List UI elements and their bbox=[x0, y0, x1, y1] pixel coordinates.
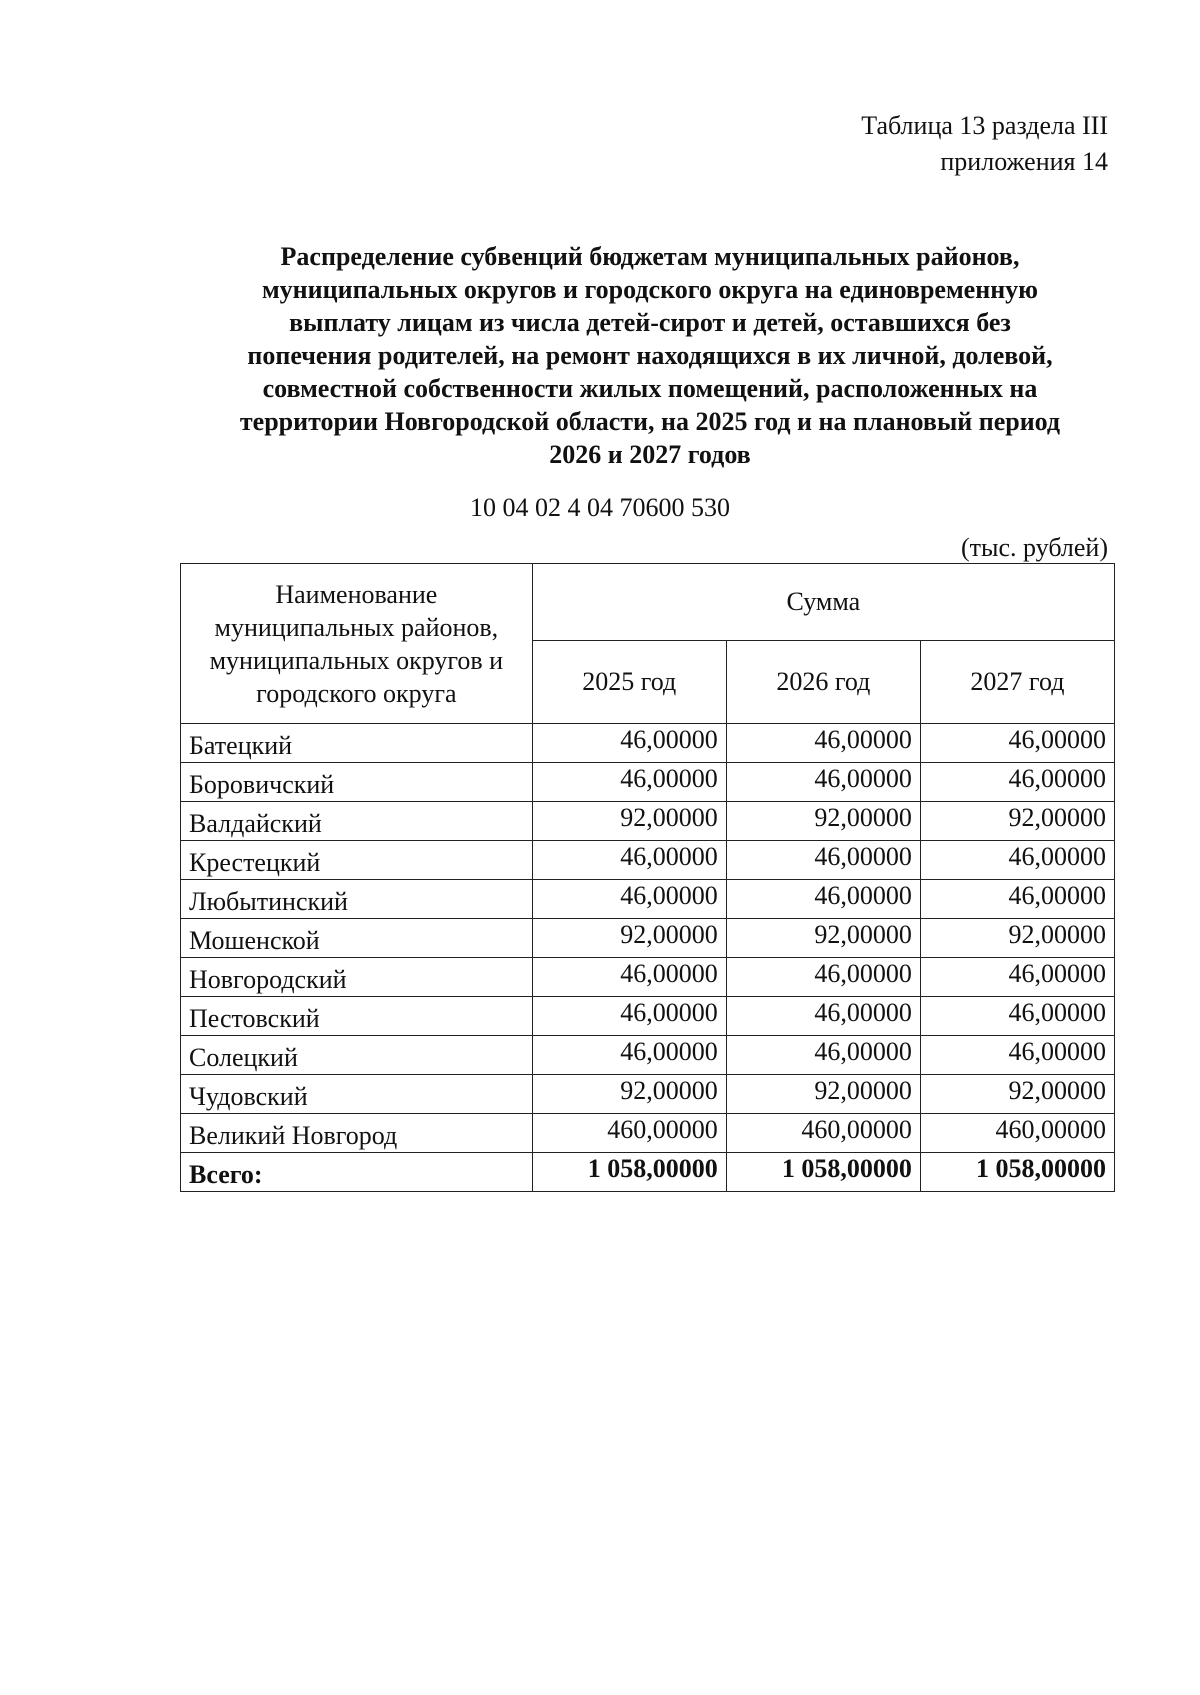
row-value-2026: 460,00000 bbox=[726, 1114, 920, 1153]
row-name: Валдайский bbox=[181, 802, 533, 841]
title-line: территории Новгородской области, на 2025 год и на плановый период bbox=[239, 407, 1061, 436]
units-label: (тыс. рублей) bbox=[960, 533, 1108, 562]
row-value-2027: 92,00000 bbox=[920, 802, 1114, 841]
appendix-reference-line-2: приложения 14 bbox=[940, 147, 1108, 176]
table-row bbox=[181, 919, 1115, 958]
table-row bbox=[181, 841, 1115, 880]
row-value-2025: 92,00000 bbox=[532, 919, 726, 958]
row-value-2025: 46,00000 bbox=[532, 724, 726, 763]
budget-classification-code: 10 04 02 4 04 70600 530 bbox=[470, 493, 730, 522]
title-line: попечения родителей, на ремонт находящихся в их личной, долевой, bbox=[247, 341, 1053, 370]
title-line: Распределение субвенций бюджетам муниципальных районов, bbox=[280, 242, 1020, 271]
row-value-2027: 46,00000 bbox=[920, 880, 1114, 919]
column-header-name: Наименование муниципальных районов, муниципальных округов и городского округа bbox=[181, 564, 533, 724]
table-row bbox=[181, 880, 1115, 919]
row-value-2026: 46,00000 bbox=[726, 958, 920, 997]
column-header-2027: 2027 год bbox=[920, 641, 1114, 724]
table-row bbox=[181, 1075, 1115, 1114]
table-header-row bbox=[181, 564, 1115, 641]
column-header-2025: 2025 год bbox=[532, 641, 726, 724]
title-line: выплату лицам из числа детей-сирот и детей, оставшихся без bbox=[289, 308, 1011, 337]
table-row bbox=[181, 1114, 1115, 1153]
table-row bbox=[181, 802, 1115, 841]
row-name: Пестовский bbox=[181, 997, 533, 1036]
table-row bbox=[181, 724, 1115, 763]
row-value-2027: 46,00000 bbox=[920, 958, 1114, 997]
total-value-2025: 1 058,00000 bbox=[532, 1153, 726, 1192]
row-value-2027: 46,00000 bbox=[920, 841, 1114, 880]
row-value-2025: 46,00000 bbox=[532, 763, 726, 802]
row-value-2025: 92,00000 bbox=[532, 802, 726, 841]
row-value-2025: 46,00000 bbox=[532, 880, 726, 919]
subvention-table bbox=[180, 563, 1115, 1192]
row-value-2027: 46,00000 bbox=[920, 997, 1114, 1036]
row-value-2025: 46,00000 bbox=[532, 1036, 726, 1075]
row-value-2027: 460,00000 bbox=[920, 1114, 1114, 1153]
row-value-2025: 46,00000 bbox=[532, 997, 726, 1036]
row-value-2025: 460,00000 bbox=[532, 1114, 726, 1153]
appendix-reference bbox=[861, 108, 1108, 180]
row-value-2027: 46,00000 bbox=[920, 763, 1114, 802]
title-line: совместной собственности жилых помещений, расположенных на bbox=[262, 374, 1038, 403]
row-name: Крестецкий bbox=[181, 841, 533, 880]
table-row bbox=[181, 1036, 1115, 1075]
row-name: Мошенской bbox=[181, 919, 533, 958]
row-value-2025: 46,00000 bbox=[532, 841, 726, 880]
row-value-2025: 46,00000 bbox=[532, 958, 726, 997]
title-line: муниципальных округов и городского округа на единовременную bbox=[261, 275, 1039, 304]
row-value-2026: 46,00000 bbox=[726, 997, 920, 1036]
row-value-2025: 92,00000 bbox=[532, 1075, 726, 1114]
row-value-2027: 92,00000 bbox=[920, 919, 1114, 958]
row-value-2026: 46,00000 bbox=[726, 724, 920, 763]
row-value-2027: 46,00000 bbox=[920, 1036, 1114, 1075]
row-name: Боровичский bbox=[181, 763, 533, 802]
row-name: Батецкий bbox=[181, 724, 533, 763]
row-value-2026: 92,00000 bbox=[726, 1075, 920, 1114]
column-header-sum: Сумма bbox=[532, 564, 1114, 641]
table-total-row bbox=[181, 1153, 1115, 1192]
row-value-2026: 46,00000 bbox=[726, 1036, 920, 1075]
row-name: Новгородский bbox=[181, 958, 533, 997]
row-value-2026: 46,00000 bbox=[726, 841, 920, 880]
total-value-2027: 1 058,00000 bbox=[920, 1153, 1114, 1192]
document-title bbox=[180, 240, 1120, 471]
row-value-2027: 92,00000 bbox=[920, 1075, 1114, 1114]
table-row bbox=[181, 763, 1115, 802]
row-value-2026: 46,00000 bbox=[726, 880, 920, 919]
row-value-2026: 46,00000 bbox=[726, 763, 920, 802]
row-value-2026: 92,00000 bbox=[726, 919, 920, 958]
title-line: 2026 и 2027 годов bbox=[549, 440, 751, 469]
row-name: Любытинский bbox=[181, 880, 533, 919]
table-row bbox=[181, 958, 1115, 997]
total-label: Всего: bbox=[181, 1153, 533, 1192]
row-name: Великий Новгород bbox=[181, 1114, 533, 1153]
total-value-2026: 1 058,00000 bbox=[726, 1153, 920, 1192]
row-value-2027: 46,00000 bbox=[920, 724, 1114, 763]
appendix-reference-line-1: Таблица 13 раздела III bbox=[861, 111, 1108, 140]
column-header-2026: 2026 год bbox=[726, 641, 920, 724]
row-name: Солецкий bbox=[181, 1036, 533, 1075]
row-value-2026: 92,00000 bbox=[726, 802, 920, 841]
row-name: Чудовский bbox=[181, 1075, 533, 1114]
table-row bbox=[181, 997, 1115, 1036]
